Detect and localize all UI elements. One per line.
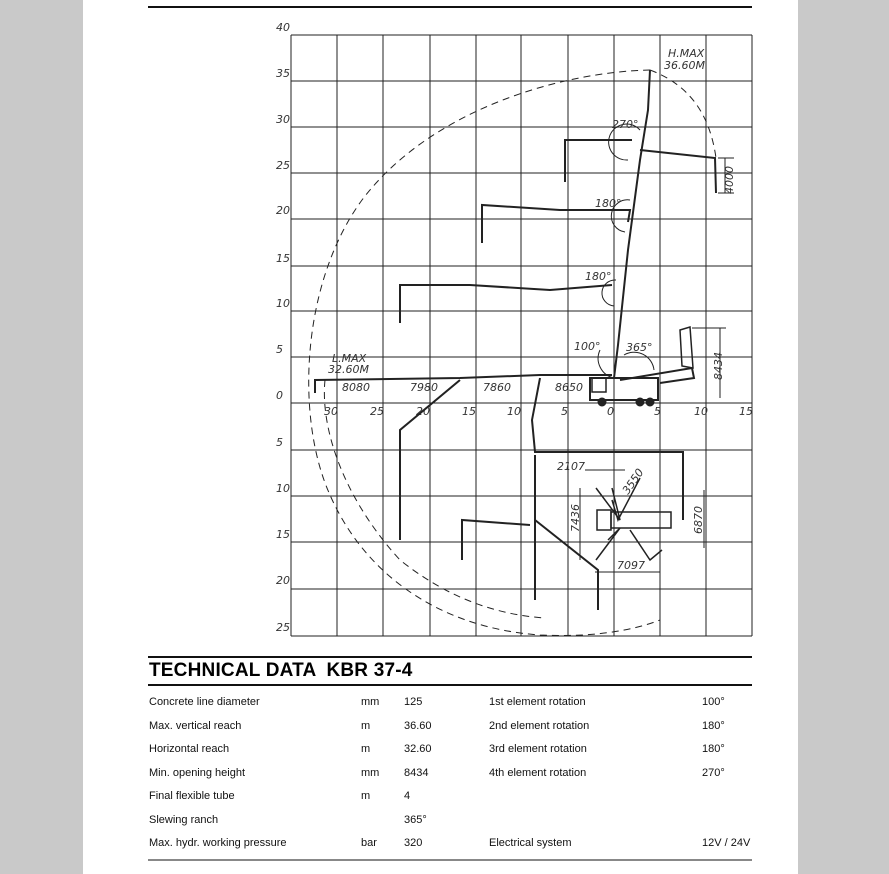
grid — [291, 35, 752, 636]
spec-unit: mm — [361, 767, 380, 779]
l-max-value: 32.60M — [328, 363, 369, 376]
spec-value: 125 — [404, 696, 423, 708]
x-tick: 30 — [324, 405, 338, 418]
table-row — [0, 743, 889, 761]
segment-length: 7980 — [410, 381, 438, 394]
spec-value-2: 100° — [702, 696, 725, 708]
segment-length: 8650 — [555, 381, 583, 394]
table-row — [0, 767, 889, 785]
x-tick: 0 — [607, 405, 614, 418]
rotation-label: 180° — [595, 197, 622, 210]
x-tick: 15 — [462, 405, 476, 418]
spec-unit: m — [361, 743, 371, 755]
spec-label-2: 2nd element rotation — [489, 720, 590, 732]
spec-label: Slewing ranch — [149, 814, 219, 826]
spec-label-2: Electrical system — [489, 837, 572, 849]
y-tick: 10 — [276, 482, 290, 495]
y-tick: 35 — [276, 67, 290, 80]
spec-label: Final flexible tube — [149, 790, 235, 802]
x-tick: 25 — [370, 405, 384, 418]
rotation-label: 270° — [612, 118, 639, 131]
x-tick: 10 — [694, 405, 708, 418]
spec-label: Max. vertical reach — [149, 720, 242, 732]
model-name: KBR 37-4 — [326, 660, 413, 681]
x-tick: 5 — [654, 405, 661, 418]
y-tick: 0 — [276, 389, 283, 402]
y-tick: 25 — [276, 621, 290, 634]
spec-value-2: 180° — [702, 720, 725, 732]
rotation-label: 365° — [626, 341, 653, 354]
dim-height: 8434 — [712, 352, 725, 380]
y-tick: 5 — [276, 343, 283, 356]
y-axis-lower — [276, 436, 290, 634]
spec-value: 32.60 — [404, 743, 432, 755]
y-tick: 40 — [276, 21, 290, 34]
segment-length: 8080 — [342, 381, 370, 394]
dim-outrigger: 6870 — [692, 506, 705, 534]
table-row — [0, 696, 889, 714]
dim-hose: 4000 — [723, 166, 736, 194]
y-tick: 15 — [276, 252, 290, 265]
spec-label-2: 4th element rotation — [489, 767, 587, 779]
spec-value: 36.60 — [404, 720, 432, 732]
spec-label: Concrete line diameter — [149, 696, 260, 708]
x-tick: 10 — [507, 405, 521, 418]
y-tick: 25 — [276, 159, 290, 172]
spec-label: Min. opening height — [149, 767, 246, 779]
spec-label: Horizontal reach — [149, 743, 230, 755]
spec-value-2: 12V / 24V — [702, 837, 751, 849]
x-axis — [324, 405, 753, 418]
spec-value-2: 270° — [702, 767, 725, 779]
x-tick: 15 — [739, 405, 753, 418]
l-max-label: L.MAX — [332, 352, 367, 365]
y-tick: 20 — [276, 204, 290, 217]
y-tick: 10 — [276, 297, 290, 310]
segment-length: 7860 — [483, 381, 511, 394]
spec-unit: bar — [361, 837, 377, 849]
spec-value: 8434 — [404, 767, 429, 779]
h-max-label: H.MAX — [668, 47, 705, 60]
rotation-arcs — [598, 124, 654, 378]
dim-outrigger: 7097 — [617, 559, 645, 572]
table-row — [0, 837, 889, 855]
spec-unit: m — [361, 720, 371, 732]
spec-unit: m — [361, 790, 371, 802]
dim-outrigger: 3550 — [619, 466, 647, 497]
title-text: TECHNICAL DATA — [149, 660, 317, 681]
x-tick: 20 — [416, 405, 430, 418]
rotation-label: 100° — [574, 340, 601, 353]
spec-value: 4 — [404, 790, 411, 802]
spec-value: 320 — [404, 837, 423, 849]
spec-value: 365° — [404, 814, 427, 826]
h-max-value: 36.60M — [664, 59, 705, 72]
truck-side-icon — [590, 327, 694, 406]
spec-label-2: 1st element rotation — [489, 696, 586, 708]
y-tick: 20 — [276, 574, 290, 587]
y-tick: 15 — [276, 528, 290, 541]
x-tick: 5 — [561, 405, 568, 418]
spec-unit: mm — [361, 696, 380, 708]
dim-outrigger: 7436 — [569, 504, 582, 532]
y-axis-upper — [276, 21, 290, 402]
rotation-label: 180° — [585, 270, 612, 283]
diagram-annotations — [328, 47, 736, 572]
table-row — [0, 814, 889, 832]
table-row — [0, 720, 889, 738]
y-tick: 30 — [276, 113, 290, 126]
table-row — [0, 790, 889, 808]
dim-outrigger: 2107 — [557, 460, 585, 473]
spec-label: Max. hydr. working pressure — [149, 837, 287, 849]
y-tick: 5 — [276, 436, 283, 449]
spec-value-2: 180° — [702, 743, 725, 755]
spec-label-2: 3rd element rotation — [489, 743, 587, 755]
technical-data-title — [149, 660, 413, 682]
